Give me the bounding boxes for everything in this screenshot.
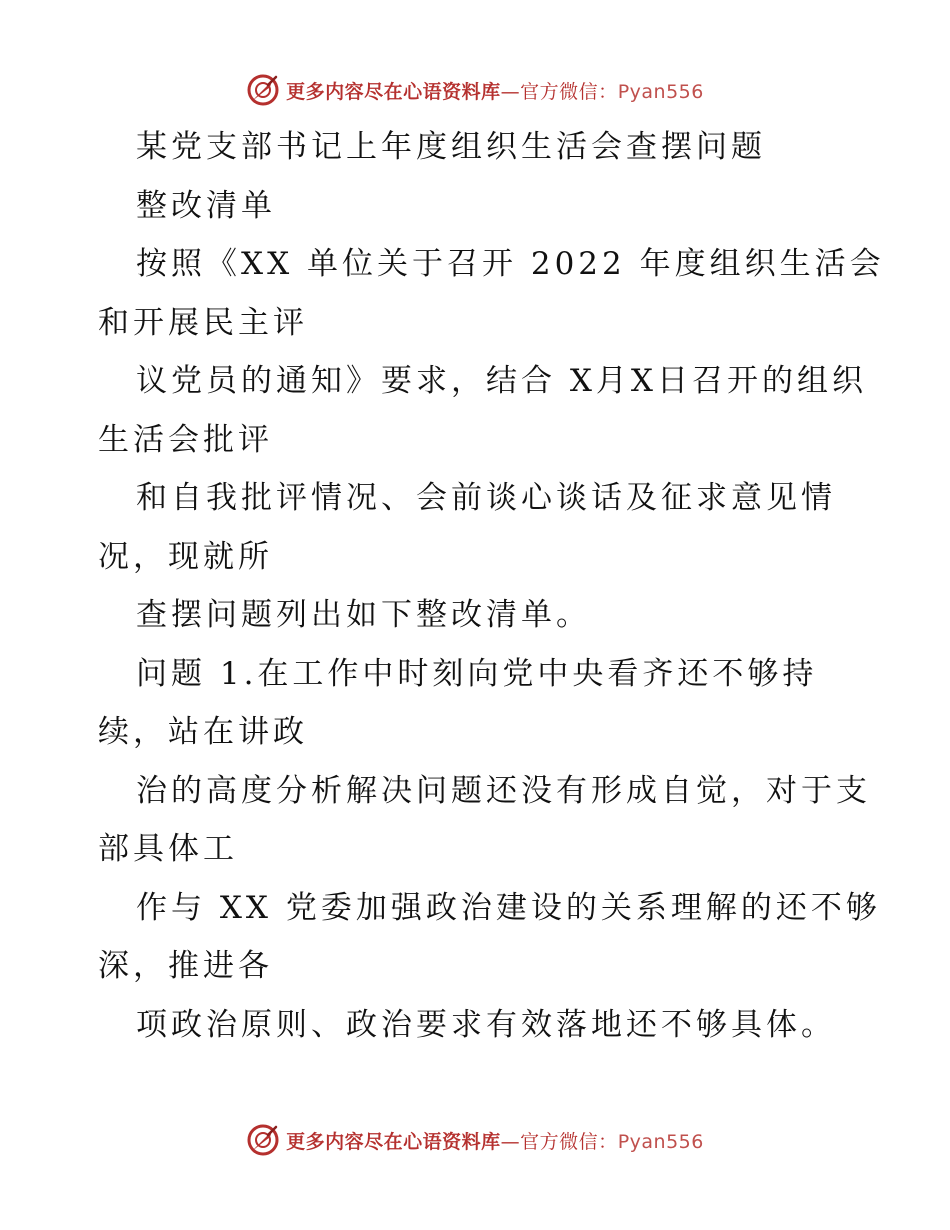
issue-line: 深，推进各	[98, 948, 273, 984]
brand-logo-icon	[246, 1123, 280, 1157]
footer-watermark	[0, 1120, 950, 1160]
issue-line: 问题 1.在工作中时刻向党中央看齐还不够持	[136, 655, 818, 692]
issue-line: 续，站在讲政	[98, 714, 308, 750]
watermark-wechat-label: 官方微信：	[520, 1130, 618, 1153]
watermark-wechat-id: Pyan556	[617, 1130, 704, 1153]
issue-line: 部具体工	[98, 831, 238, 867]
paragraph-line: 按照《XX 单位关于召开 2022 年度组织生活会	[136, 246, 885, 282]
paragraph-line: 和自我批评情况、会前谈心谈话及征求意见情	[136, 480, 836, 516]
watermark-brand: 更多内容尽在心语资料库	[286, 1130, 501, 1153]
watermark-text	[286, 77, 704, 104]
watermark-wechat-label: 官方微信：	[520, 80, 618, 103]
document-body	[98, 118, 885, 1054]
document-title: 某党支部书记上年度组织生活会查摆问题	[136, 129, 766, 165]
watermark-wechat-id: Pyan556	[617, 80, 704, 103]
watermark-brand: 更多内容尽在心语资料库	[286, 80, 501, 103]
header-watermark	[0, 70, 950, 110]
brand-logo-icon	[246, 73, 280, 107]
paragraph-line: 查摆问题列出如下整改清单。	[136, 597, 591, 633]
issue-line: 治的高度分析解决问题还没有形成自觉，对于支	[136, 772, 871, 809]
issue-line: 作与 XX 党委加强政治建设的关系理解的还不够	[136, 889, 881, 926]
paragraph-line: 况，现就所	[98, 538, 273, 575]
watermark-separator: —	[500, 1130, 521, 1153]
watermark-separator: —	[500, 80, 521, 103]
paragraph-line: 生活会批评	[98, 421, 273, 458]
watermark-text	[286, 1127, 704, 1154]
paragraph-line: 议党员的通知》要求，结合 X月X日召开的组织	[136, 363, 867, 399]
issue-line: 项政治原则、政治要求有效落地还不够具体。	[136, 1006, 836, 1043]
document-title-cont: 整改清单	[136, 187, 276, 224]
paragraph-line: 和开展民主评	[98, 304, 308, 341]
